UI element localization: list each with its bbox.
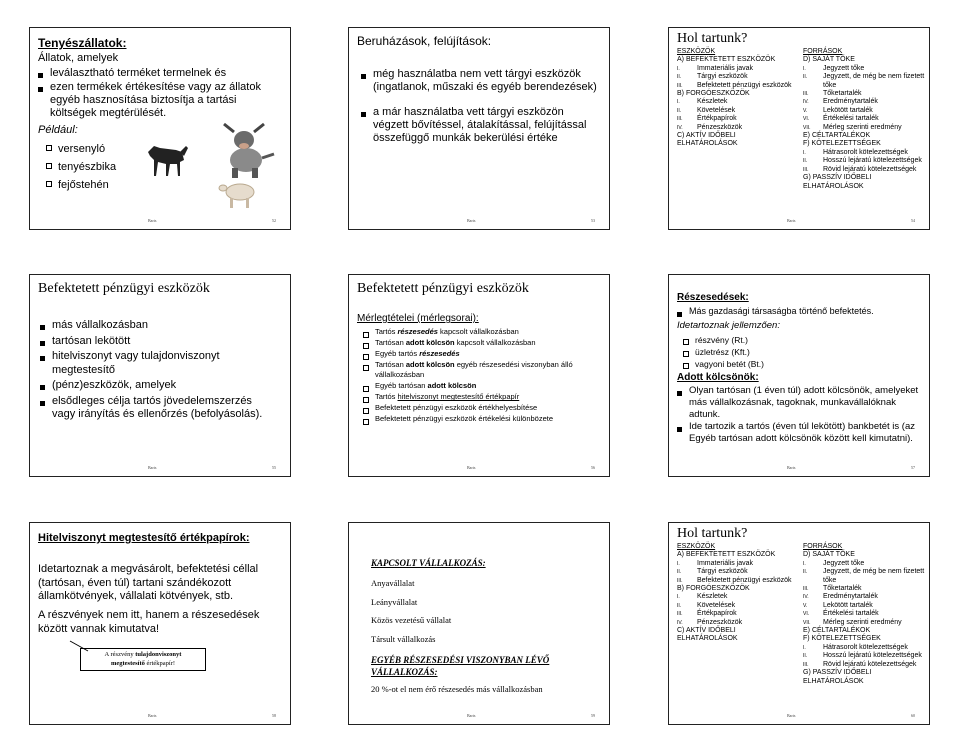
- item-emphasis: adott kölcsön: [405, 338, 455, 348]
- item-label: C) AKTÍV IDŐBELI ELHATÁROLÁSOK: [677, 627, 738, 643]
- line-item: [803, 124, 927, 132]
- item-number: I.: [677, 99, 680, 106]
- line-item: [803, 90, 927, 98]
- liabilities-heading: FORRÁSOK: [803, 48, 843, 55]
- slide-title: Tenyészállatok:: [38, 36, 127, 50]
- line-item: [677, 577, 797, 585]
- bullet-list: [36, 67, 286, 120]
- item-number: III.: [803, 91, 809, 98]
- list-item: fejőstehén: [44, 176, 116, 194]
- item-number: I.: [803, 644, 806, 651]
- item-emphasis: részesedés: [397, 327, 438, 336]
- item-number: VI.: [803, 116, 810, 123]
- item-number: I.: [803, 560, 806, 567]
- line-item: [677, 602, 797, 610]
- item-label: Tárgyi eszközök: [697, 73, 748, 81]
- bullet-list: [675, 306, 925, 316]
- item-label: Értékelési tartalék: [823, 610, 879, 618]
- item-number: VII.: [803, 124, 811, 131]
- item-label: Eredménytartalék: [823, 593, 878, 601]
- subtitle: Mérlegtételei (mérlegsorai):: [357, 313, 479, 324]
- item-label: Tőketartalék: [823, 90, 862, 98]
- item-number: I.: [803, 149, 806, 156]
- item-label: Hátrasorolt kötelezettségek: [823, 643, 908, 651]
- item-label: Eredménytartalék: [823, 98, 878, 106]
- section-row: [677, 585, 797, 593]
- slide-title: Befektetett pénzügyi eszközök: [38, 281, 210, 296]
- list-item: tenyészbika: [44, 158, 116, 176]
- item-label: Rövid lejáratú kötelezettségek: [823, 660, 917, 668]
- item-label: G) PASSZÍV IDŐBELI ELHATÁROLÁSOK: [803, 669, 872, 685]
- bull-illustration: [218, 118, 280, 180]
- item-label: Követelések: [697, 106, 736, 114]
- list-item: Anyavállalat: [371, 578, 415, 588]
- item-number: III.: [677, 577, 683, 584]
- list-item: leválasztható terméket termelnek és: [36, 67, 286, 80]
- bullet-list: [359, 68, 599, 145]
- assets-heading: ESZKÖZÖK: [677, 543, 716, 550]
- item-label: Rövid lejáratú kötelezettségek: [823, 165, 917, 173]
- item-number: IV.: [677, 619, 683, 626]
- footer-author: Barts: [467, 218, 476, 223]
- item-label: Immateriális javak: [697, 559, 754, 567]
- cow-illustration: [218, 178, 262, 210]
- item-number: II.: [803, 74, 808, 81]
- page-number: 58: [272, 713, 276, 718]
- item-label: Tőketartalék: [823, 585, 862, 593]
- item-number: I.: [803, 65, 806, 72]
- list-item: vagyoni betét (Bt.): [681, 358, 764, 370]
- item-label: D) SAJÁT TŐKE: [803, 551, 855, 559]
- note-text-bold: megtestesítő: [110, 659, 145, 667]
- section-heading: KAPCSOLT VÁLLALKOZÁS:: [371, 558, 486, 568]
- line-item: [803, 107, 927, 115]
- slide-54: [668, 27, 930, 230]
- section-heading: Részesedések:: [677, 292, 749, 303]
- list-item: üzletrész (Kft.): [681, 346, 764, 358]
- item-text: Egyéb tartós: [375, 349, 420, 359]
- item-number: III.: [677, 611, 683, 618]
- item-label: Lekötött tartalék: [823, 601, 873, 609]
- section-row: [677, 627, 797, 644]
- section-heading: Adott kölcsönök:: [677, 372, 759, 383]
- list-item: [361, 403, 601, 413]
- item-number: II.: [677, 107, 682, 114]
- item-number: II.: [803, 158, 808, 165]
- section-row: [677, 90, 797, 98]
- example-list: [44, 140, 116, 194]
- item-label: Mérleg szerinti eredmény: [823, 123, 902, 131]
- item-number: VII.: [803, 619, 811, 626]
- example-label: Például:: [38, 124, 78, 136]
- list-item: [361, 338, 601, 348]
- page-number: 54: [911, 218, 915, 223]
- item-number: I.: [677, 560, 680, 567]
- item-label: E) CÉLTARTALÉKOK: [803, 132, 871, 140]
- line-item: [803, 602, 927, 610]
- line-item: [803, 149, 927, 157]
- section-row: [677, 551, 797, 559]
- line-item: [803, 166, 927, 174]
- section-row: [803, 551, 927, 559]
- item-text: egyéb részesedési viszonyban álló vállalkozásban: [375, 360, 573, 379]
- section-row: [677, 56, 797, 64]
- slide-53: [348, 27, 610, 230]
- item-label: F) KÖTELEZETTSÉGEK: [803, 140, 881, 148]
- related-list: [371, 574, 451, 648]
- line-item: [803, 568, 927, 585]
- footer-author: Barts: [148, 218, 157, 223]
- item-label: Mérleg szerinti eredmény: [823, 618, 902, 626]
- line-item: [677, 82, 797, 90]
- section-row: [803, 140, 927, 148]
- item-label: Jegyzett tőke: [823, 559, 865, 567]
- list-item: hitelviszonyt vagy tulajdonviszonyt megtestesítő: [38, 350, 278, 377]
- list-item: elsődleges célja tartós jövedelemszerzés vagy irányítás és ellenőrzés (befolyásolás).: [38, 395, 278, 422]
- intro-text: Állatok, amelyek: [38, 52, 119, 64]
- item-number: IV.: [677, 124, 683, 131]
- item-label: Értékpapírok: [697, 115, 737, 123]
- item-label: Hosszú lejáratú kötelezettségek: [823, 157, 922, 165]
- line-item: [803, 593, 927, 601]
- list-item: Ide tartozik a tartós (éven túl lekötött) bankbetét is (az Egyéb tartósan adott kölcsönök között kell kimutatni).: [675, 421, 925, 445]
- list-item: Olyan tartósan (1 éven túl) adott kölcsönök, amelyeket más vállalkozásnak, tagoknak, munkavállalóknak adtunk.: [675, 385, 925, 420]
- item-number: II.: [677, 569, 682, 576]
- footer-author: Barts: [148, 713, 157, 718]
- list-item: [361, 349, 601, 359]
- item-label: Hátrasorolt kötelezettségek: [823, 148, 908, 156]
- item-text: Befektetett pénzügyi eszközök értékelési különbözete: [375, 414, 554, 424]
- section-row: [803, 635, 927, 643]
- note-text: értékpapír!: [144, 659, 176, 667]
- liabilities-heading: FORRÁSOK: [803, 543, 843, 550]
- page-number: 55: [272, 465, 276, 470]
- section-row: [803, 669, 927, 686]
- page-number: 53: [591, 218, 595, 223]
- list-item: (pénz)eszközök, amelyek: [38, 379, 278, 393]
- slide-title: Hol tartunk?: [677, 31, 748, 46]
- page-number: 56: [591, 465, 595, 470]
- item-number: III.: [803, 661, 809, 668]
- bullet-list: [675, 385, 925, 445]
- note-text: A részvény: [104, 651, 136, 658]
- line-item: [803, 98, 927, 106]
- liabilities-column: [803, 48, 927, 191]
- list-item: [361, 381, 601, 391]
- list-item: [361, 392, 601, 402]
- item-label: Készletek: [697, 593, 728, 601]
- footer-author: Barts: [148, 465, 157, 470]
- line-item: [677, 124, 797, 132]
- item-label: D) SAJÁT TŐKE: [803, 56, 855, 64]
- item-label: Pénzeszközök: [697, 618, 743, 626]
- item-label: A) BEFEKTETETT ESZKÖZÖK: [677, 551, 776, 559]
- section-heading: Idetartoznak jellemzően:: [677, 320, 780, 331]
- list-item: részvény (Rt.): [681, 334, 764, 346]
- line-item: [677, 107, 797, 115]
- line-item: [677, 619, 797, 627]
- page-number: 57: [911, 465, 915, 470]
- list-item: versenyló: [44, 140, 116, 158]
- line-item: [803, 661, 927, 669]
- line-item: [677, 568, 797, 576]
- line-item: [803, 65, 927, 73]
- list-item: [361, 327, 601, 337]
- item-number: V.: [803, 602, 808, 609]
- item-label: Hosszú lejáratú kötelezettségek: [823, 652, 922, 660]
- list-item: más vállalkozásban: [38, 319, 278, 333]
- paragraph: Idetartoznak a megvásárolt, befektetési céllal (tartósan, éven túl) tartani szándékozott államkötvények, vállalati kötvények, stb.: [38, 563, 259, 602]
- item-label: Jegyzett, de még be nem fizetett tőke: [823, 568, 925, 584]
- item-emphasis: adott kölcsön: [405, 360, 455, 370]
- footer-author: Barts: [787, 465, 796, 470]
- item-label: Készletek: [697, 98, 728, 106]
- line-item: [803, 619, 927, 627]
- line-item: [803, 644, 927, 652]
- item-text: Tartósan: [375, 360, 406, 370]
- page-number: 52: [272, 218, 276, 223]
- line-item: [803, 560, 927, 568]
- footer-author: Barts: [467, 713, 476, 718]
- item-label: Befektetett pénzügyi eszközök: [697, 81, 792, 89]
- assets-heading: ESZKÖZÖK: [677, 48, 716, 55]
- item-text: Tartósan: [375, 338, 406, 348]
- item-number: III.: [803, 586, 809, 593]
- item-number: III.: [803, 166, 809, 173]
- sub-list: [681, 334, 764, 370]
- item-label: Értékelési tartalék: [823, 115, 879, 123]
- line-item: [677, 98, 797, 106]
- item-number: I.: [677, 65, 680, 72]
- item-label: Jegyzett tőke: [823, 64, 865, 72]
- page-number: 59: [591, 713, 595, 718]
- line-item: [677, 65, 797, 73]
- list-item: a már használatba vett tárgyi eszközön végzett bővítéssel, átalakítással, felújítással összefüggő munkák bekerülési értéke: [359, 106, 599, 145]
- line-item: [677, 593, 797, 601]
- item-text: kapcsolt vállalkozásban: [454, 338, 536, 348]
- item-text: kapcsolt vállalkozásban: [437, 327, 519, 336]
- line-item: [803, 157, 927, 165]
- slide-52: [29, 27, 291, 230]
- item-list: [361, 327, 601, 425]
- item-text: Tartós: [375, 327, 398, 336]
- item-label: Tárgyi eszközök: [697, 568, 748, 576]
- item-number: I.: [677, 594, 680, 601]
- item-emphasis: adott kölcsön: [427, 380, 477, 390]
- arrow-icon: [68, 639, 108, 653]
- item-number: II.: [677, 602, 682, 609]
- item-number: III.: [677, 116, 683, 123]
- slide-title: Hitelviszonyt megtestesítő értékpapírok:: [38, 532, 250, 544]
- footer-author: Barts: [787, 713, 796, 718]
- item-label: A) BEFEKTETETT ESZKÖZÖK: [677, 56, 776, 64]
- item-number: IV.: [803, 594, 809, 601]
- assets-column: [677, 48, 797, 149]
- list-item: még használatba nem vett tárgyi eszközök (ingatlanok, műszaki és egyéb berendezések): [359, 68, 599, 94]
- paragraph: A részvények nem itt, hanem a részesedések között vannak kimutatva!: [38, 609, 260, 635]
- slide-57: [668, 274, 930, 477]
- slide-56: [348, 274, 610, 477]
- slide-title: Beruházások, felújítások:: [357, 34, 492, 48]
- list-item: Közös vezetésű vállalat: [371, 615, 452, 625]
- section-row: [803, 174, 927, 191]
- item-number: IV.: [803, 99, 809, 106]
- item-emphasis: részesedés: [419, 349, 460, 359]
- horse-illustration: [140, 138, 190, 180]
- item-number: II.: [677, 74, 682, 81]
- section-row: [677, 132, 797, 149]
- line-item: [803, 585, 927, 593]
- note-text-bold: tulajdonviszonyt: [135, 651, 182, 658]
- item-number: V.: [803, 107, 808, 114]
- line-item: [803, 652, 927, 660]
- section-heading: EGYÉB RÉSZESEDÉSI VISZONYBAN LÉVŐ VÁLLALKOZÁS:: [371, 655, 550, 677]
- slide-title: Befektetett pénzügyi eszközök: [357, 281, 529, 296]
- line-item: [677, 610, 797, 618]
- item-label: B) FORGÓESZKÖZÖK: [677, 90, 750, 98]
- item-label: Befektetett pénzügyi eszközök: [697, 576, 792, 584]
- liabilities-column: [803, 543, 927, 686]
- item-text: Befektetett pénzügyi eszközök értékhelyesbítése: [375, 403, 538, 413]
- paragraph: 20 %-ot el nem érő részesedés más vállalkozásban: [371, 684, 543, 694]
- item-text: Egyéb tartósan: [375, 380, 428, 390]
- page-number: 60: [911, 713, 915, 718]
- line-item: [677, 560, 797, 568]
- list-item: Más gazdasági társaságba történő befektetés.: [675, 306, 925, 316]
- item-label: B) FORGÓESZKÖZÖK: [677, 585, 750, 593]
- item-label: Immateriális javak: [697, 64, 754, 72]
- list-item: tartósan lekötött: [38, 335, 278, 349]
- bullet-list: [38, 319, 278, 422]
- footer-author: Barts: [467, 465, 476, 470]
- item-label: G) PASSZÍV IDŐBELI ELHATÁROLÁSOK: [803, 174, 872, 190]
- list-item: [361, 414, 601, 424]
- item-label: Jegyzett, de még be nem fizetett tőke: [823, 73, 925, 89]
- line-item: [803, 115, 927, 123]
- item-label: Követelések: [697, 601, 736, 609]
- line-item: [677, 73, 797, 81]
- item-label: F) KÖTELEZETTSÉGEK: [803, 635, 881, 643]
- item-number: II.: [803, 569, 808, 576]
- list-item: Leányvállalat: [371, 596, 418, 607]
- list-item: ezen termékek értékesítése vagy az állatok egyéb hasznosítása biztosítja a tartási költségek megtérülését.: [36, 81, 286, 120]
- section-row: [803, 56, 927, 64]
- slide-60: [668, 522, 930, 725]
- line-item: [803, 73, 927, 90]
- line-item: [803, 610, 927, 618]
- slide-59: [348, 522, 610, 725]
- list-item: Társult vállalkozás: [371, 633, 436, 644]
- line-item: [677, 115, 797, 123]
- slide-title: Hol tartunk?: [677, 526, 748, 541]
- slide-55: [29, 274, 291, 477]
- footer-author: Barts: [787, 218, 796, 223]
- item-text: Tartós: [375, 392, 398, 402]
- list-item: [361, 360, 601, 379]
- item-number: VI.: [803, 611, 810, 618]
- item-label: Értékpapírok: [697, 610, 737, 618]
- slide-58: [29, 522, 291, 725]
- item-label: C) AKTÍV IDŐBELI ELHATÁROLÁSOK: [677, 132, 738, 148]
- item-emphasis: hitelviszonyt megtestesítő értékpapír: [397, 392, 520, 402]
- item-label: Pénzeszközök: [697, 123, 743, 131]
- item-label: Lekötött tartalék: [823, 106, 873, 114]
- item-number: II.: [803, 653, 808, 660]
- item-number: III.: [677, 82, 683, 89]
- assets-column: [677, 543, 797, 644]
- item-label: E) CÉLTARTALÉKOK: [803, 627, 871, 635]
